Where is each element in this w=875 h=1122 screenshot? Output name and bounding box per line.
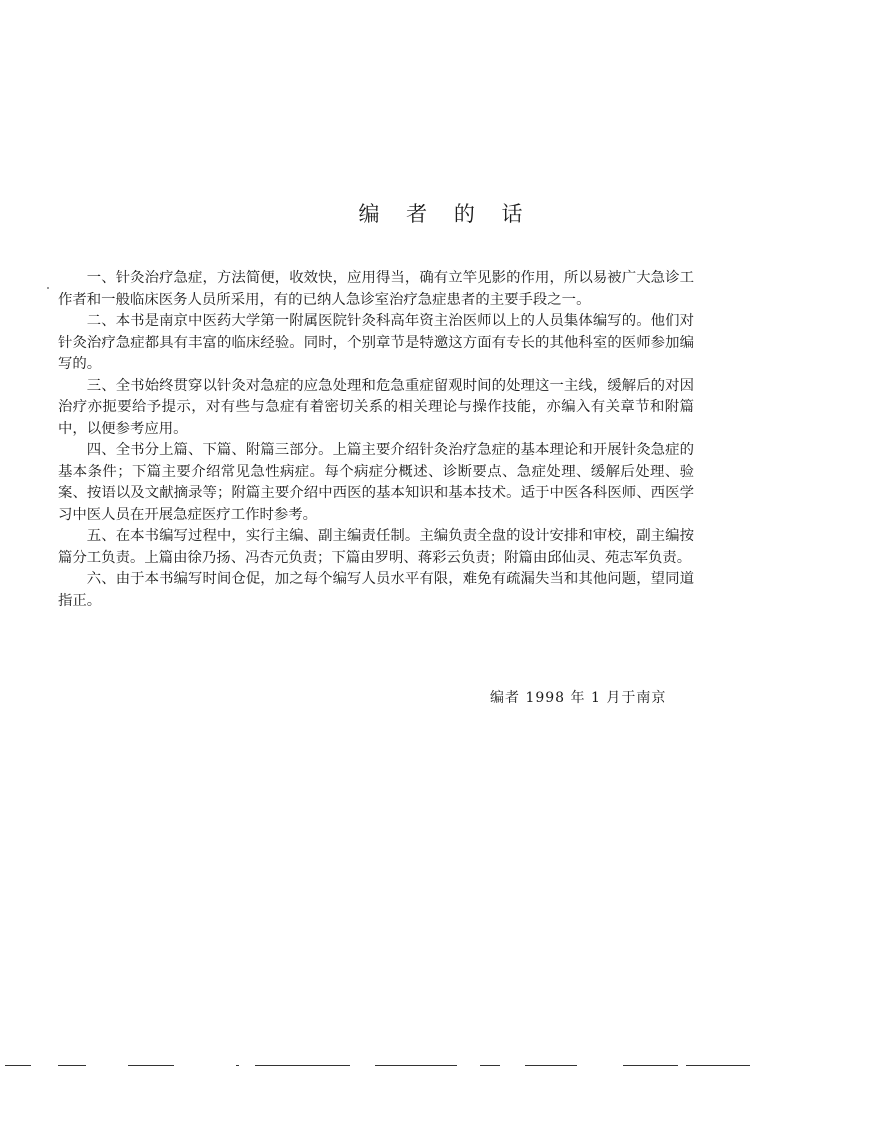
paragraph-2: 二、本书是南京中医药大学第一附属医院针灸科高年资主治医师以上的人员集体编写的。他们对针灸治疗急症都具有丰富的临床经验。同时，个别章节是特邀这方面有专长的其他科室的医师参加编写的。: [58, 313, 694, 372]
paragraph-5: 五、在本书编写过程中，实行主编、副主编责任制。主编负责全盘的设计安排和审校，副主编按篇分工负责。上篇由徐乃扬、冯杏元负责；下篇由罗明、蒋彩云负责；附篇由邱仙灵、苑志军负责。: [58, 528, 694, 566]
scan-speck: [47, 287, 49, 289]
scan-line: [255, 1065, 350, 1066]
signature: 编者 1998 年 1 月于南京: [490, 690, 667, 706]
scan-line: [686, 1065, 750, 1066]
paragraph-3: 三、全书始终贯穿以针灸对急症的应急处理和危急重症留观时间的处理这一主线，缓解后的对因治疗亦扼要给予提示，对有些与急症有着密切关系的相关理论与操作技能，亦编入有关章节和附篇中，以便参考应用。: [58, 377, 694, 437]
scan-line: [480, 1065, 500, 1066]
scan-line: [375, 1065, 457, 1066]
scan-line: [5, 1065, 31, 1066]
scan-artifact-lines: [0, 1063, 875, 1069]
paragraph-1: 一、针灸治疗急症，方法简便，收效快，应用得当，确有立竿见影的作用，所以易被广大急诊工作者和一般临床医务人员所采用，有的已纳人急诊室治疗急症患者的主要手段之一。: [58, 270, 694, 308]
scan-line: [58, 1065, 86, 1066]
paragraph-6: 六、由于本书编写时间仓促，加之每个编写人员水平有限，难免有疏漏失当和其他问题，望同道指正。: [58, 571, 694, 609]
scan-line: [236, 1065, 239, 1066]
scan-line: [128, 1065, 174, 1066]
paragraph-4: 四、全书分上篇、下篇、附篇三部分。上篇主要介绍针灸治疗急症的基本理论和开展针灸急症的基本条件；下篇主要介绍常见急性病症。每个病症分概述、诊断要点、急症处理、缓解后处理、验案、按语以及文献摘录等；附篇主要介绍中西医的基本知识和基本技术。适于中医各科医师、西医学习中医人员在开展急症医疗工作时参考。: [58, 442, 694, 523]
scan-line: [525, 1065, 577, 1066]
scan-line: [623, 1065, 678, 1066]
body-text: [58, 268, 694, 612]
page-title: 编 者 的 话: [358, 202, 533, 226]
